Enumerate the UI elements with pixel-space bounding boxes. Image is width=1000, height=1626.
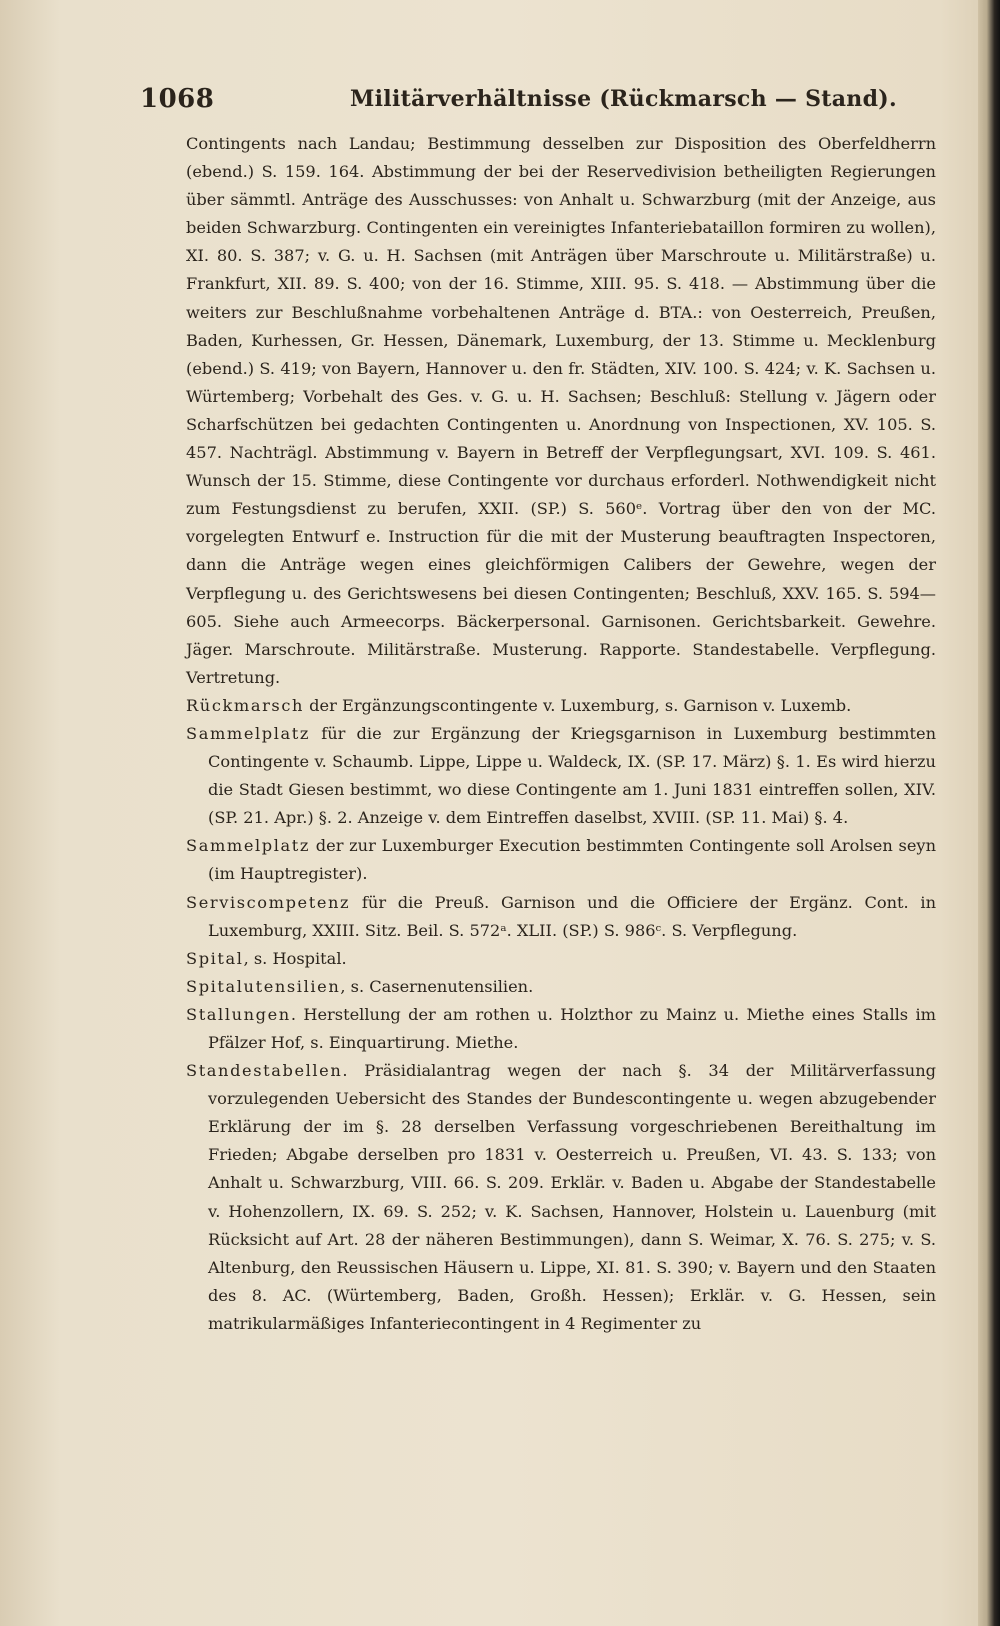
entry-keyword: Sammelplatz [186, 723, 311, 743]
index-entry [186, 945, 936, 973]
entry-text: der zur Luxemburger Execution bestimmten Contingente soll Arolsen seyn (im Hauptregister). [208, 836, 936, 884]
entry-keyword: Spitalutensilien [186, 976, 341, 996]
entry-keyword: Sammelplatz [186, 836, 311, 856]
entry-keyword: Rückmarsch [186, 695, 305, 715]
entry-text: , s. Casernenutensilien. [340, 976, 534, 996]
entry-text: für die zur Ergänzung der Kriegsgarnison in Luxemburg bestimmten Contingente v. Schaumb. Lippe, Lippe u. Waldeck, IX. (SP. 17. März) §. 1. Es wird hierzu die Stadt Giesen bestimmt, wo diese Contingente am 1. Juni 1831 eintreffen sollen, XIV. (SP. 21. Apr.) §. 2. Anzeige v. dem Eintreffen daselbst, XVIII. (SP. 11. Mai) §. 4. [208, 723, 936, 828]
index-entry-continuation [186, 130, 936, 692]
page-edge-shadow [978, 0, 1000, 1626]
entry-text: Contingents nach Landau; Bestimmung desselben zur Disposition des Oberfeldherrn (ebend.) S. 159. 164. Abstimmung der bei der Reservedivision betheiligten Regierungen über sämmtl. Anträge des Ausschusses: von Anhalt u. Schwarzburg (mit der Anzeige, aus beiden Schwarzburg. Contingenten ein vereinigtes Infanteriebataillon formiren zu wollen), XI. 80. S. 387; v. G. u. H. Sachsen (mit Anträgen über Marschroute u. Militärstraße) u. Frankfurt, XII. 89. S. 400; von der 16. Stimme, XIII. 95. S. 418. — Abstimmung über die weiters zur Beschlußnahme vorbehaltenen Anträge d. BTA.: von Oesterreich, Preußen, Baden, Kurhessen, Gr. Hessen, Dänemark, Luxemburg, der 13. Stimme u. Mecklenburg (ebend.) S. 419; von Bayern, Hannover u. den fr. Städten, XIV. 100. S. 424; v. K. Sachsen u. Würtemberg; Vorbehalt des Ges. v. G. u. H. Sachsen; Beschluß: Stellung v. Jägern oder Scharfschützen bei gedachten Contingenten u. Anordnung von Inspectionen, XV. 105. S. 457. Nachträgl. Abstimmung v. Bayern in Betreff der Verpflegungsart, XVI. 109. S. 461. Wunsch der 15. Stimme, diese Contingente vor durchaus erforderl. Nothwendigkeit nicht zum Festungsdienst zu berufen, XXII. (SP.) S. 560ᵉ. Vortrag über den von der MC. vorgelegten Entwurf e. Instruction für die mit der Musterung beauftragten Inspectoren, dann die Anträge wegen eines gleichförmigen Calibers der Gewehre, wegen der Verpflegung u. des Gerichtswesens bei diesen Contingenten; Beschluß, XXV. 165. S. 594—605. Siehe auch Armeecorps. Bäckerpersonal. Garnisonen. Gerichtsbarkeit. Gewehre. Jäger. Marschroute. Militärstraße. Musterung. Rapporte. Standestabelle. Verpflegung. Vertretung. [186, 134, 936, 687]
running-title: Militärverhältnisse (Rückmarsch — Stand). [350, 86, 897, 112]
index-entry [186, 889, 936, 945]
entry-text: . Herstellung der am rothen u. Holzthor zu Mainz u. Miethe eines Stalls im Pfälzer Hof, s. Einquartirung. Miethe. [208, 1004, 936, 1052]
entry-keyword: Standestabellen [186, 1061, 343, 1081]
entry-keyword: Stallungen [186, 1004, 291, 1024]
page-header [140, 84, 940, 124]
page-number: 1068 [140, 84, 215, 114]
entry-text: , s. Hospital. [243, 948, 347, 968]
index-entry [186, 720, 936, 832]
entry-text: für die Preuß. Garnison und die Officiere der Ergänz. Cont. in Luxemburg, XXIII. Sitz. Beil. S. 572ᵃ. XLII. (SP.) S. 986ᶜ. S. Verpflegung. [208, 892, 936, 940]
index-entry [186, 973, 936, 1001]
index-entries [186, 130, 936, 1338]
entry-keyword: Serviscompetenz [186, 892, 351, 912]
index-entry [186, 1001, 936, 1057]
entry-text: der Ergänzungscontingente v. Luxemburg, s. Garnison v. Luxemb. [304, 695, 852, 715]
index-entry [186, 1057, 936, 1338]
index-entry [186, 692, 936, 720]
index-entry [186, 832, 936, 888]
entry-keyword: Spital [186, 948, 244, 968]
entry-text: . Präsidialantrag wegen der nach §. 34 der Militärverfassung vorzulegenden Uebersicht des Standes der Bundescontingente u. wegen abzugebender Erklärung der im §. 28 derselben Verfassung vorgeschriebenen Bereithaltung im Frieden; Abgabe derselben pro 1831 v. Oesterreich u. Preußen, VI. 43. S. 133; von Anhalt u. Schwarzburg, VIII. 66. S. 209. Erklär. v. Baden u. Abgabe der Standestabelle v. Hohenzollern, IX. 69. S. 252; v. K. Sachsen, Hannover, Holstein u. Lauenburg (mit Rücksicht auf Art. 28 der näheren Bestimmungen), dann S. Weimar, X. 76. S. 275; v. S. Altenburg, den Reussischen Häusern u. Lippe, XI. 81. S. 390; v. Bayern und den Staaten des 8. AC. (Würtemberg, Baden, Großh. Hessen); Erklär. v. G. Hessen, sein matrikularmäßiges Infanteriecontingent in 4 Regimenter zu [208, 1061, 936, 1333]
